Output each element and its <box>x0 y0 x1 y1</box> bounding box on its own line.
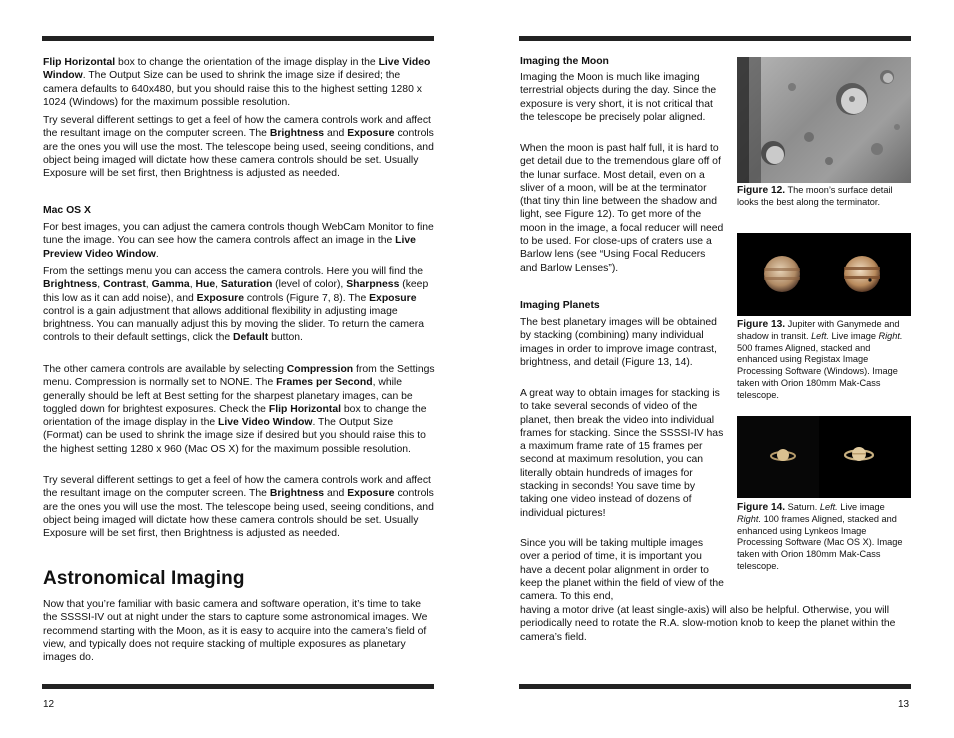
saturn-graphic <box>737 416 911 498</box>
jupiter-graphic <box>737 233 911 316</box>
astronomical-imaging-heading: Astronomical Imaging <box>43 568 245 589</box>
page-number-left: 12 <box>43 699 55 710</box>
imaging-the-moon-heading: Imaging the Moon <box>520 56 609 67</box>
figure-14-caption: Figure 14. Saturn. Left. Live image Right. 100 frames Aligned, stacked and enhanced using Lynkeos Image Processing Software (Mac OS X). Image taken with Orion 180mm Mak-Cass telescope. <box>737 502 903 571</box>
left-top-rule <box>42 36 434 41</box>
moon-craters-graphic <box>737 57 911 183</box>
mac-os-x-heading: Mac OS X <box>43 205 91 216</box>
saturn-image <box>737 416 911 498</box>
planets-paragraph-1: The best planetary images will be obtained by stacking (combining) many individual images in order to improve image contrast, brightness, and detail (Figure 13, 14). <box>520 317 717 368</box>
page-number-right: 13 <box>898 699 910 710</box>
moon-paragraph-1: Imaging the Moon is much like imaging terrestrial objects during the day. Since the exposure is very short, it is not critical that the telescope be precisely polar aligned. <box>520 72 717 123</box>
figure-12-caption: Figure 12. The moon’s surface detail looks the best along the terminator. <box>737 185 893 207</box>
moon-surface-image <box>737 57 911 183</box>
left-bottom-rule <box>42 684 434 689</box>
left-paragraph-5: The other camera controls are available by selecting Compression from the Settings menu. Compression is normally set to NONE. The Frames per Second, while generally should be left at Best setting for the sharpest planetary images, can be toggled down for brightest exposures. Check the Flip Horizontal box to change the orientation of the image display in the Live Video Window. The Output Size (Format) can be used to shrink the image size if desired but you should raise this to the highest setting 1280 x 960 (Mac OS X) for the maximum possible resolution. <box>43 364 435 455</box>
left-paragraph-2: Try several different settings to get a feel of how the camera controls work and affect the resultant image on the computer screen. The Brightness and Exposure controls are the ones you will use the most. The telescope being used, seeing conditions, and object being imaged will dictate how these camera controls should be set. Usually Exposure will be set first, then Brightness is adjusted as needed. <box>43 115 434 180</box>
left-paragraph-7: Now that you’re familiar with basic camera and software operation, it’s time to take the SSSSI-IV out at night under the stars to capture some astronomical images. We recommend starting with the Moon, as it is easy to acquire into the camera’s field of view, and typically does not require stacking of multiple exposures as planetary images do. <box>43 599 428 664</box>
planets-paragraph-3a: Since you will be taking multiple images over a period of time, it is important you have a decent polar alignment in order to keep the planet within the field of view of the camera. To this end, <box>520 538 724 603</box>
right-bottom-rule <box>519 684 911 689</box>
planets-paragraph-2: A great way to obtain images for stacking is to take several seconds of video of the planet, then break the video into individual frames for stacking. Since the SSSSI-IV has a maximum frame rate of 15 frames per second at maximum resolution, you can literally obtain hundreds of images for stacking in seconds! You save time by taking one video instead of dozens of individual pictures! <box>520 388 724 519</box>
planets-paragraph-3b: having a motor drive (at least single-axis) will also be helpful. Otherwise, you will periodically need to rotate the R.A. slow-motion knob to keep the planet within the camera’s field. <box>520 605 896 643</box>
left-paragraph-6: Try several different settings to get a feel of how the camera controls work and affect the resultant image on the computer screen. The Brightness and Exposure controls are the ones you will use the most. The telescope being used, seeing conditions, and object being imaged will dictate how these camera controls should be set. Usually Exposure will be set first, then Brightness is adjusted as needed. <box>43 475 434 540</box>
figure-13-caption: Figure 13. Jupiter with Ganymede and shadow in transit. Left. Live image Right. 500 frames Aligned, stacked and enhanced using Registax Image Processing Software (Windows). Image taken with Orion 180mm Mak-Cass telescope. <box>737 319 903 400</box>
moon-paragraph-2: When the moon is past half full, it is hard to get detail due to the tremendous glare off of the lunar surface. Most detail, even on a sliver of a moon, will be at the terminator (that tiny thin line between the shadow and light, see Figure 12). To get more of the moon in the image, a focal reducer will need to be used. For close-ups of craters use a Barlow lens (see “Using Focal Reducers and Barlow Lenses”). <box>520 143 724 274</box>
left-paragraph-4: From the settings menu you can access the camera controls. Here you will find the Brightness, Contrast, Gamma, Hue, Saturation (level of color), Sharpness (keep this low as it can add noise), and Exposure controls (Figure 7, 8). The Exposure control is a gain adjustment that allows additional flexibility in adjusting image brightness. You can manually adjust this by moving the slider. To return the camera controls to their default settings, click the Default button. <box>43 266 429 344</box>
right-top-rule <box>519 36 911 41</box>
imaging-planets-heading: Imaging Planets <box>520 300 600 311</box>
left-paragraph-3: For best images, you can adjust the camera controls though WebCam Monitor to fine tune the image. You can see how the camera controls affect an image in the Live Preview Video Window. <box>43 222 434 260</box>
left-paragraph-1: Flip Horizontal box to change the orientation of the image display in the Live Video Window. The Output Size can be used to shrink the image size if desired; the camera defaults to 640x480, but you should raise this to the highest setting 1280 x 1024 (Windows) for the maximum possible resolution. <box>43 57 431 108</box>
jupiter-image <box>737 233 911 316</box>
